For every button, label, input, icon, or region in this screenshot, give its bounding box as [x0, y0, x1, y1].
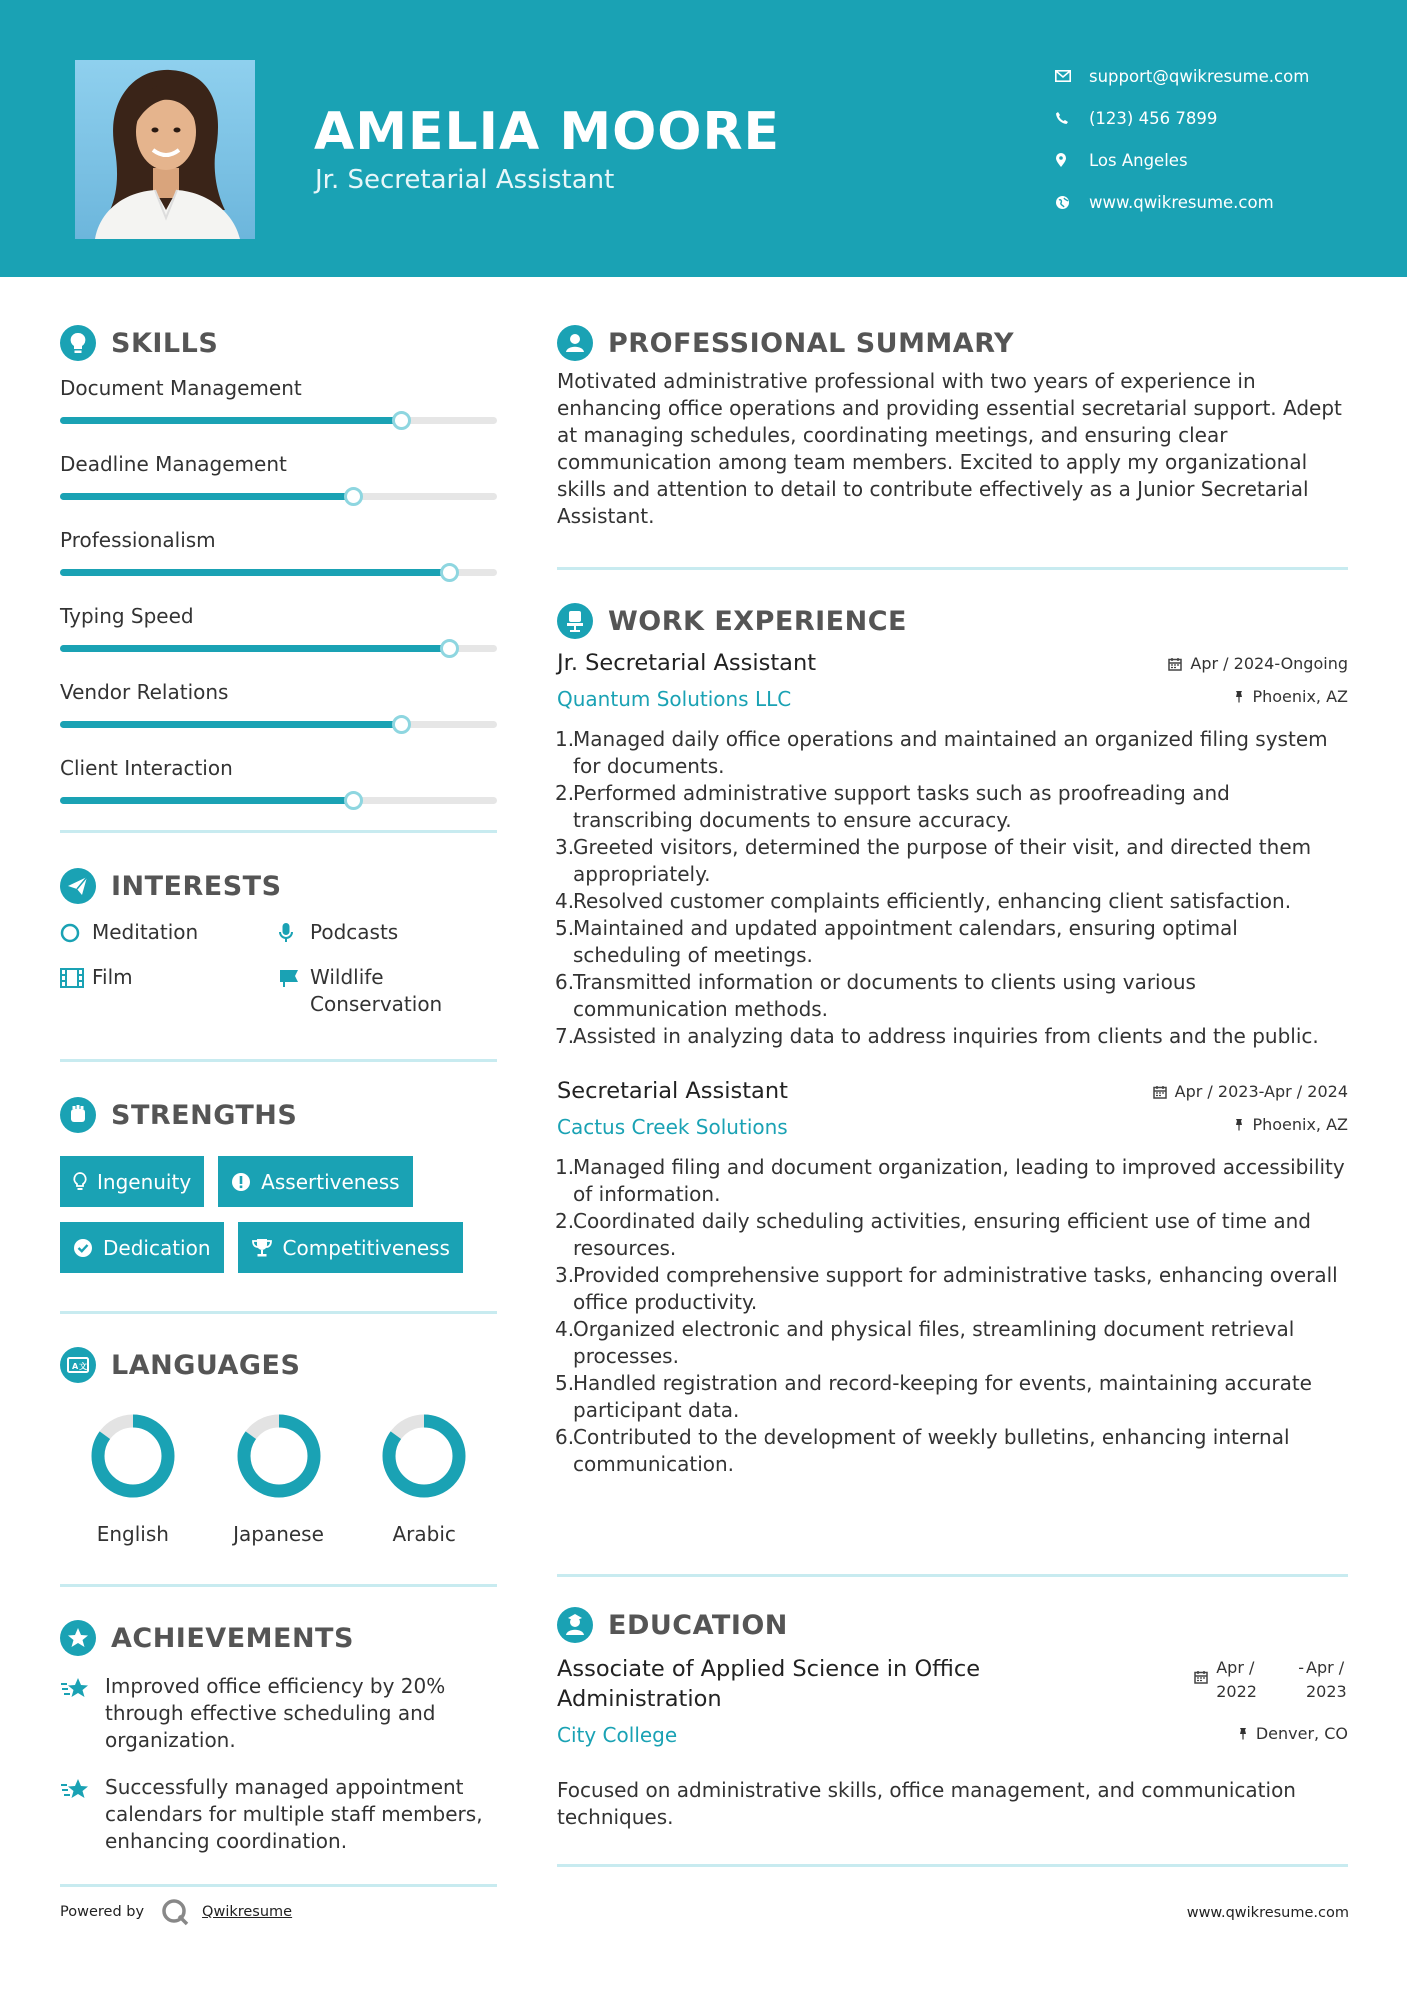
achievements-list: [60, 1673, 497, 1855]
candidate-role: Jr. Secretarial Assistant: [315, 165, 615, 195]
skill-item: [60, 450, 497, 526]
interest-label: Meditation: [92, 920, 199, 944]
skill-item: [60, 374, 497, 450]
job-bullet: [557, 888, 1348, 915]
job-location: [1234, 1115, 1348, 1134]
envelope-icon: [1055, 66, 1089, 86]
job-bullet: [557, 1208, 1348, 1262]
skill-bar-fill: [60, 797, 353, 804]
interest-item: [278, 964, 460, 1018]
achievement-item: [60, 1673, 497, 1754]
bullet-text: Contributed to the development of weekly bulletins, enhancing internal communication.: [573, 1425, 1290, 1476]
bullet-number: 2.: [555, 781, 575, 805]
job-date-text: Apr / 2024-Ongoing: [1190, 654, 1348, 673]
skill-item: [60, 754, 497, 830]
svg-text:A: A: [72, 1362, 79, 1371]
divider: [557, 1864, 1348, 1867]
contact-website[interactable]: [1055, 181, 1395, 223]
languages-list: [60, 1408, 497, 1546]
strength-tag: [218, 1156, 412, 1207]
date-dash: -: [1298, 1658, 1304, 1677]
job-bullet: [557, 726, 1348, 780]
skills-heading: [60, 320, 497, 366]
achievements-heading: [60, 1615, 497, 1661]
job-bullet: [557, 1316, 1348, 1370]
bullet-text: Organized electronic and physical files, streamlining document retrieval processes.: [573, 1317, 1295, 1368]
interests-list: [60, 919, 497, 1059]
achievement-item: [60, 1774, 497, 1855]
check-circle-icon: [73, 1238, 93, 1258]
job-header: [557, 1078, 1348, 1142]
job-entry: [557, 650, 1348, 1050]
job-location-text: Phoenix, AZ: [1252, 1115, 1348, 1134]
pushpin-icon: [1238, 1727, 1248, 1740]
divider: [557, 1574, 1348, 1577]
skill-item: [60, 526, 497, 602]
skill-bar-knob: [440, 639, 459, 658]
interest-item: [278, 919, 398, 946]
svg-text:文: 文: [79, 1362, 88, 1371]
left-column: [60, 320, 497, 1875]
job-bullet: [557, 1154, 1348, 1208]
achievement-text: Improved office efficiency by 20% through effective scheduling and organization.: [105, 1674, 446, 1752]
skill-bar-knob: [392, 411, 411, 430]
powered-by-label: Powered by: [60, 1904, 145, 1920]
skill-label: Client Interaction: [60, 756, 233, 780]
bullet-number: 7.: [555, 1024, 575, 1048]
bullet-number: 5.: [555, 1371, 575, 1395]
interests-title: INTERESTS: [111, 870, 282, 902]
trophy-icon: [251, 1238, 273, 1258]
language-item: [60, 1408, 206, 1546]
education-dates: [1194, 1656, 1348, 1704]
bullet-text: Maintained and updated appointment calendars, ensuring optimal scheduling of meetings.: [573, 916, 1238, 967]
job-bullet: [557, 1262, 1348, 1316]
bullet-text: Transmitted information or documents to clients using various communication methods.: [573, 970, 1196, 1021]
bullet-text: Resolved customer complaints efficiently, enhancing client satisfaction.: [573, 889, 1292, 913]
qwikresume-logo-icon: [160, 1897, 190, 1927]
graduate-icon: [557, 1607, 593, 1643]
microphone-icon: [278, 919, 310, 946]
job-date-text: Apr / 2023-Apr / 2024: [1174, 1082, 1348, 1101]
bullet-text: Assisted in analyzing data to address inquiries from clients and the public.: [573, 1024, 1319, 1048]
header: [0, 0, 1407, 277]
bullet-number: 2.: [555, 1209, 575, 1233]
bullet-text: Managed daily office operations and maintained an organized filing system for documents.: [573, 727, 1328, 778]
qwikresume-link[interactable]: Qwikresume: [202, 1904, 293, 1920]
languages-heading: [60, 1342, 497, 1388]
job-bullet: [557, 834, 1348, 888]
education-date-start: Apr / 2022: [1216, 1658, 1257, 1701]
bullet-number: 3.: [555, 1263, 575, 1287]
exclamation-icon: [231, 1172, 251, 1192]
skill-bar: [60, 569, 497, 576]
education-location: [1238, 1724, 1348, 1743]
contact-website-text[interactable]: www.qwikresume.com: [1089, 192, 1274, 212]
bullet-number: 4.: [555, 1317, 575, 1341]
strength-tag: [60, 1156, 204, 1207]
skills-title: SKILLS: [111, 327, 219, 359]
bullet-number: 1.: [555, 727, 575, 751]
lightbulb-icon: [60, 325, 96, 361]
skill-bar: [60, 417, 497, 424]
skill-bar-knob: [344, 487, 363, 506]
contact-list: [1055, 55, 1395, 223]
education-heading: [557, 1602, 1348, 1648]
job-bullet: [557, 1424, 1348, 1478]
divider: [60, 830, 497, 833]
job-date: [1153, 1082, 1348, 1101]
interest-label: Podcasts: [310, 920, 399, 944]
language-item: [351, 1408, 497, 1546]
education-section: [557, 1602, 1348, 1831]
job-bullets: [557, 1154, 1348, 1478]
bullet-number: 6.: [555, 1425, 575, 1449]
contact-phone-text: (123) 456 7899: [1089, 108, 1218, 128]
achievement-text: Successfully managed appointment calendars for multiple staff members, enhancing coordination.: [105, 1775, 483, 1853]
location-pin-icon: [1055, 150, 1089, 170]
job-bullet: [557, 1023, 1348, 1050]
skill-item: [60, 678, 497, 754]
job-title: Secretarial Assistant: [557, 1078, 788, 1104]
language-label: Arabic: [392, 1522, 456, 1546]
contact-location-text: Los Angeles: [1089, 150, 1188, 170]
skill-bar: [60, 797, 497, 804]
calendar-icon: [1194, 1670, 1208, 1684]
bullet-number: 3.: [555, 835, 575, 859]
strength-label: Ingenuity: [97, 1169, 192, 1194]
shooting-star-icon: [60, 1673, 105, 1707]
calendar-icon: [1153, 1085, 1167, 1099]
achievements-title: ACHIEVEMENTS: [111, 1622, 354, 1654]
language-label: English: [96, 1522, 169, 1546]
star-badge-icon: [60, 1620, 96, 1656]
calendar-icon: [1168, 657, 1182, 671]
job-date: [1168, 654, 1348, 673]
circle-icon: [60, 919, 92, 946]
experience-heading: [557, 598, 1348, 644]
contact-location: [1055, 139, 1395, 181]
skill-bar-knob: [392, 715, 411, 734]
job-bullet: [557, 969, 1348, 1023]
skill-bar-knob: [440, 563, 459, 582]
right-column: [555, 320, 1348, 1829]
job-location: [1234, 687, 1348, 706]
skill-bar-knob: [344, 791, 363, 810]
interest-item: [60, 919, 198, 946]
bullet-text: Greeted visitors, determined the purpose of their visit, and directed them appropriately.: [573, 835, 1312, 886]
job-bullets: [557, 726, 1348, 1050]
bullet-number: 4.: [555, 889, 575, 913]
job-location-text: Phoenix, AZ: [1252, 687, 1348, 706]
language-donut: [376, 1408, 472, 1504]
phone-icon: [1055, 108, 1089, 128]
bullet-text: Coordinated daily scheduling activities, ensuring efficient use of time and resources.: [573, 1209, 1311, 1260]
divider: [557, 567, 1348, 570]
bullet-text: Handled registration and record-keeping for events, maintaining accurate participant data.: [573, 1371, 1312, 1422]
strength-tag: [60, 1222, 224, 1273]
bullet-text: Performed administrative support tasks such as proofreading and transcribing documents to ensure accuracy.: [573, 781, 1230, 832]
job-company: Quantum Solutions LLC: [557, 687, 792, 711]
summary-title: PROFESSIONAL SUMMARY: [608, 327, 1015, 359]
skill-label: Typing Speed: [60, 604, 194, 628]
contact-email[interactable]: [1055, 55, 1395, 97]
powered-by: [60, 1897, 292, 1927]
divider: [60, 1059, 497, 1062]
language-donut: [85, 1408, 181, 1504]
skill-bar-fill: [60, 493, 353, 500]
education-degree: Associate of Applied Science in Office Administration: [557, 1656, 981, 1712]
jobs-list: [557, 650, 1348, 1478]
strength-label: Competitiveness: [282, 1235, 450, 1260]
pushpin-icon: [1234, 1118, 1244, 1131]
skills-list: [60, 374, 497, 830]
strengths-title: STRENGTHS: [111, 1099, 298, 1131]
bullet-number: 5.: [555, 916, 575, 940]
summary-heading: [557, 320, 1348, 366]
bullet-text: Managed filing and document organization, leading to improved accessibility of information.: [573, 1155, 1345, 1206]
job-entry: [557, 1078, 1348, 1478]
skill-label: Deadline Management: [60, 452, 287, 476]
experience-title: WORK EXPERIENCE: [608, 605, 907, 637]
strengths-tags: [60, 1156, 497, 1273]
skill-label: Professionalism: [60, 528, 216, 552]
job-bullet: [557, 915, 1348, 969]
interest-label: Film: [92, 965, 133, 989]
job-header: [557, 650, 1348, 714]
lightbulb-icon: [73, 1172, 87, 1192]
education-entry: [557, 1654, 1348, 1779]
divider: [60, 1311, 497, 1314]
language-item: [206, 1408, 352, 1546]
education-school: City College: [557, 1723, 678, 1747]
strength-label: Assertiveness: [261, 1169, 400, 1194]
education-location-text: Denver, CO: [1255, 1724, 1348, 1743]
job-title: Jr. Secretarial Assistant: [557, 650, 817, 676]
skill-bar: [60, 493, 497, 500]
bullet-number: 6.: [555, 970, 575, 994]
strengths-heading: [60, 1092, 497, 1138]
divider: [60, 1884, 497, 1887]
education-title: EDUCATION: [608, 1609, 788, 1641]
job-bullet: [557, 1370, 1348, 1424]
fist-icon: [60, 1097, 96, 1133]
skill-bar-fill: [60, 645, 449, 652]
film-icon: [60, 964, 92, 991]
pushpin-icon: [1234, 690, 1244, 703]
contact-email-text[interactable]: support@qwikresume.com: [1089, 66, 1310, 86]
flag-icon: [278, 964, 310, 991]
interest-item: [60, 964, 133, 991]
skill-label: Vendor Relations: [60, 680, 229, 704]
languages-title: LANGUAGES: [111, 1349, 301, 1381]
language-icon: [60, 1347, 96, 1383]
skill-bar: [60, 721, 497, 728]
paper-plane-icon: [60, 868, 96, 904]
shooting-star-icon: [60, 1774, 105, 1808]
profile-photo: [75, 60, 255, 239]
language-label: Japanese: [233, 1522, 324, 1546]
bullet-text: Provided comprehensive support for administrative tasks, enhancing overall office productivity.: [573, 1263, 1338, 1314]
skill-bar-fill: [60, 721, 401, 728]
skill-bar-fill: [60, 569, 449, 576]
job-bullet: [557, 780, 1348, 834]
candidate-name: AMELIA MOORE: [314, 102, 781, 162]
footer-url[interactable]: www.qwikresume.com: [1186, 1905, 1349, 1921]
summary-text: Motivated administrative professional with two years of experience in enhancing office operations and providing essential secretarial support. Adept at managing schedules, coordinating meetings, and ensuring clear communication among team members. Excited to apply my organizational skills and attention to detail to contribute effectively as a Junior Secretarial Assistant.: [557, 369, 1342, 528]
job-company: Cactus Creek Solutions: [557, 1115, 788, 1139]
divider: [60, 1584, 497, 1587]
strength-label: Dedication: [103, 1235, 211, 1260]
chair-icon: [557, 603, 593, 639]
education-description: Focused on administrative skills, office management, and communication techniques.: [557, 1778, 1296, 1829]
contact-phone: [1055, 97, 1395, 139]
education-date-end: Apr / 2023: [1306, 1658, 1347, 1701]
user-icon: [557, 325, 593, 361]
bullet-number: 1.: [555, 1155, 575, 1179]
skill-item: [60, 602, 497, 678]
interests-heading: [60, 863, 497, 909]
skill-bar-fill: [60, 417, 401, 424]
globe-icon: [1055, 192, 1089, 212]
interest-label: Wildlife Conservation: [310, 965, 443, 1016]
language-donut: [231, 1408, 327, 1504]
strength-tag: [238, 1222, 463, 1273]
skill-bar: [60, 645, 497, 652]
skill-label: Document Management: [60, 376, 302, 400]
